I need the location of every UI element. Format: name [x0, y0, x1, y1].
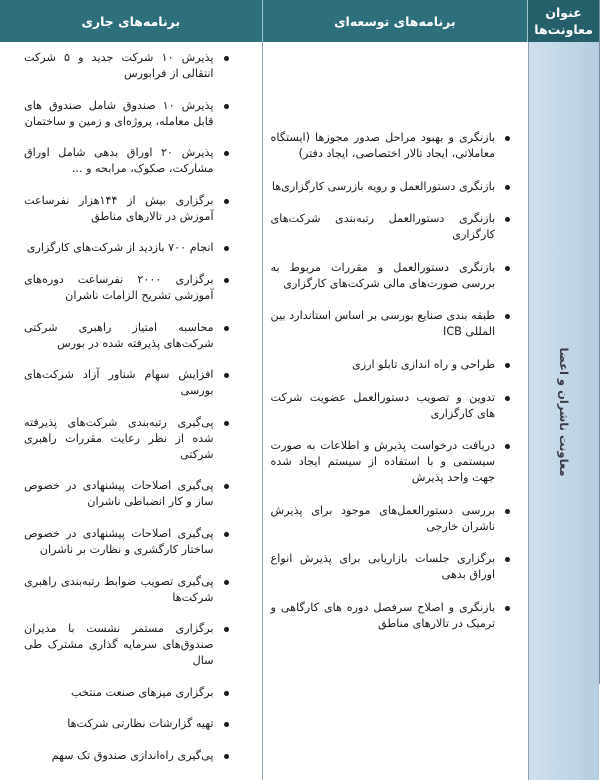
- current-program-item: برگزاری مستمر نشست با مدیران صندوق‌های سرمایه گذاری مشترک طی سال: [0, 621, 262, 669]
- current-program-item: پذیرش ۱۰ شرکت جدید و ۵ شرکت انتقالی از فرابورس: [0, 50, 262, 82]
- current-program-item: تهیه گزارشات نظارتی شرکت‌ها: [0, 716, 262, 732]
- deputy-name: معاونت ناشران و اعضا: [557, 347, 572, 477]
- development-programs-list: [263, 130, 529, 632]
- current-program-item: پی‌گیری راه‌اندازی صندوق تک سهم: [0, 748, 262, 764]
- table-header: [0, 0, 599, 42]
- header-title-cell: [528, 0, 599, 42]
- current-programs-column: [0, 42, 262, 780]
- header-title-line1: عنوان: [545, 5, 582, 20]
- header-current-cell: برنامه‌های جاری: [81, 13, 181, 29]
- current-program-item: پذیرش ۲۰ اوراق بدهی شامل اوراق مشارکت، صکوک، مرابحه و ...: [0, 145, 262, 177]
- header-title-line2: معاونت‌ها: [534, 22, 593, 37]
- current-program-item: پی‌گیری رتبه‌بندی شرکت‌های پذیرفته شده از نظر رعایت مقررات راهبری شرکتی: [0, 415, 262, 463]
- current-program-item: محاسبه امتیاز راهبری شرکتی شرکت‌های پذیرفته شده در بورس: [0, 320, 262, 352]
- development-program-item: بررسی دستورالعمل‌های موجود برای پذیرش ناشران خارجی: [263, 503, 529, 535]
- current-program-item: برگزاری میزهای صنعت منتخب: [0, 685, 262, 701]
- development-program-item: بازنگری و اصلاح سرفصل دوره های کارگاهی و ترمیک در تالارهای مناطق: [263, 600, 529, 632]
- current-program-item: افزایش سهام شناور آزاد شرکت‌های بورسی: [0, 367, 262, 399]
- current-program-item: انجام ۷۰۰ بازدید از شرکت‌های کارگزاری: [0, 240, 262, 256]
- current-programs-list: [0, 50, 262, 764]
- development-program-item: بازنگری دستورالعمل رتبه‌بندی شرکت‌های کارگزاری: [263, 211, 529, 243]
- current-program-item: پی‌گیری تصویب ضوابط رتبه‌بندی راهبری شرکت‌ها: [0, 574, 262, 606]
- development-program-item: بازنگری و بهبود مراحل صدور مجوزها (ایستگاه معاملاتی، ایجاد تالار اختصاصی، ایجاد دفتر): [263, 130, 529, 162]
- development-program-item: دریافت درخواست پذیرش و اطلاعات به صورت سیستمی و با استفاده از سیستم ایجاد شده جهت واحد پذیرش: [263, 438, 529, 486]
- development-program-item: بازنگری دستورالعمل و رویه بازرسی کارگزاری‌ها: [263, 179, 529, 195]
- development-program-item: برگزاری جلسات بازاریابی برای پذیرش انواع اوراق بدهی: [263, 551, 529, 583]
- header-development-cell: برنامه‌های توسعه‌ای: [262, 0, 529, 42]
- table-body: [0, 42, 599, 780]
- development-program-item: تدوین و تصویب دستورالعمل عضویت شرکت های کارگزاری: [263, 390, 529, 422]
- current-program-item: برگزاری ۲۰۰۰ نفرساعت دوره‌های آموزشی تشریح الزامات ناشران: [0, 272, 262, 304]
- current-program-item: پی‌گیری اصلاحات پیشنهادی در خصوص ساز و کار انضباطی ناشران: [0, 478, 262, 510]
- development-program-item: بازنگری دستورالعمل و مقررات مربوط به بررسی صورت‌های مالی شرکت‌های کارگزاری: [263, 260, 529, 292]
- deputy-column: [528, 42, 599, 780]
- current-program-item: برگزاری بیش از ۱۴۴هزار نفرساعت آموزش در تالارهای مناطق: [0, 193, 262, 225]
- development-programs-column: [262, 42, 529, 780]
- development-program-item: طبقه بندی صنایع بورسی بر اساس استاندارد بین المللی ICB: [263, 308, 529, 340]
- current-program-item: پی‌گیری اصلاحات پیشنهادی در خصوص ساختار کارگشری و نظارت بر ناشران: [0, 526, 262, 558]
- development-program-item: طراحی و راه اندازی تابلو ارزی: [263, 357, 529, 373]
- current-program-item: پذیرش ۱۰ صندوق شامل صندوق های قابل معامله، پروژه‌ای و زمین و ساختمان: [0, 98, 262, 130]
